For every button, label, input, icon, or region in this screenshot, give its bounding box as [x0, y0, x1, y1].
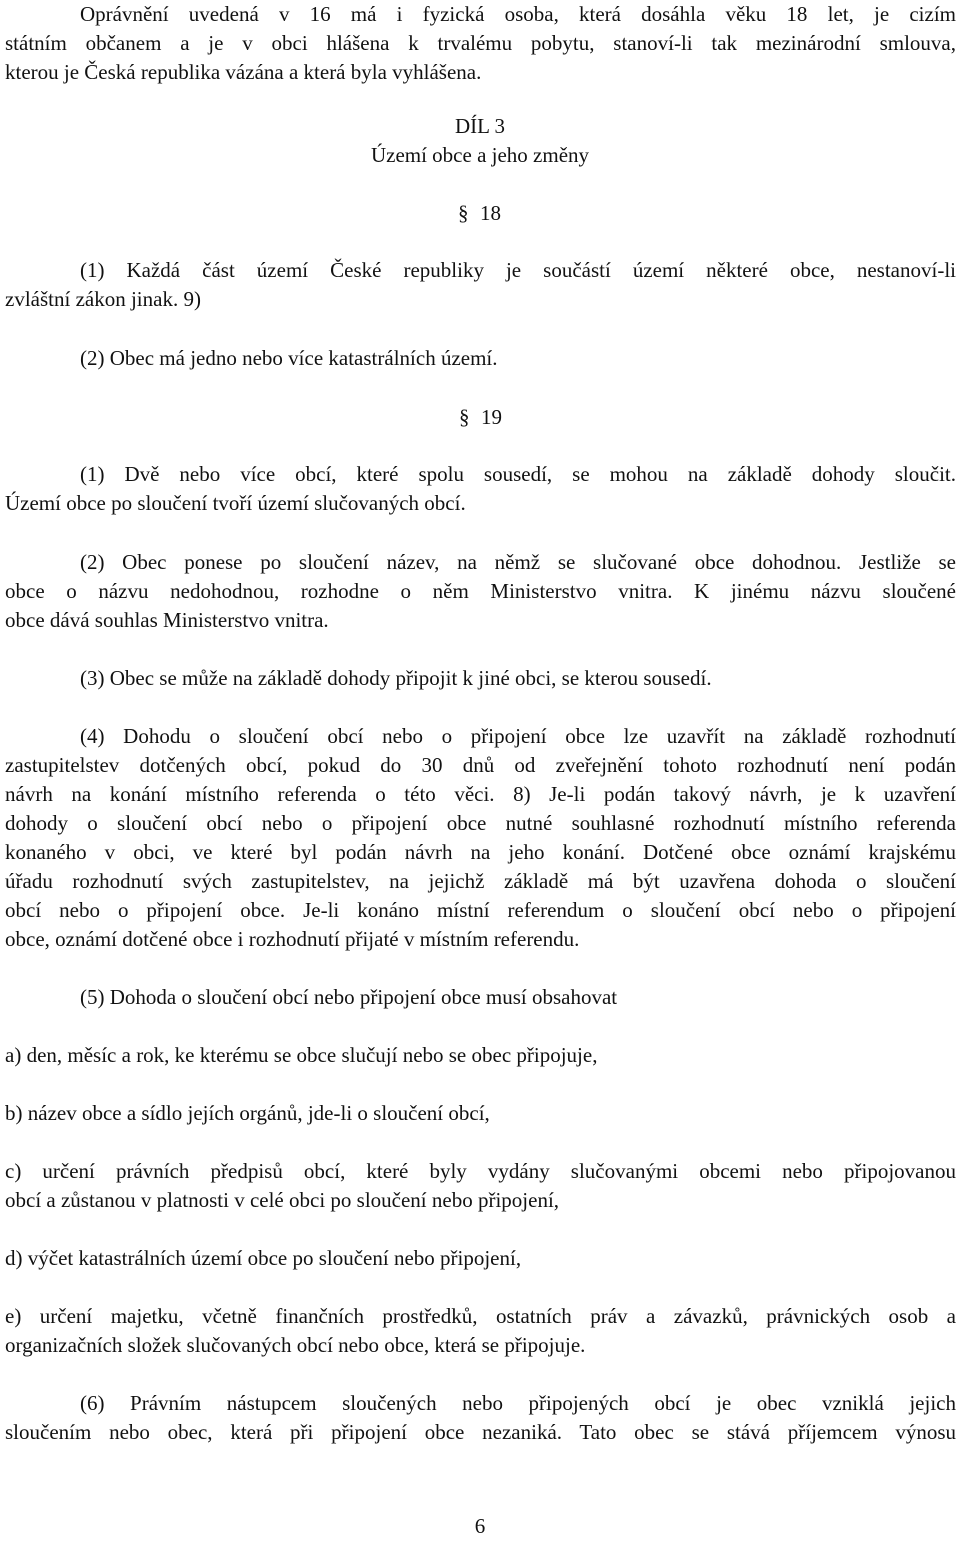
section-18-number: 18	[480, 201, 501, 225]
s19-item-e-line-1: e) určení majetku, včetně finančních prostředků, ostatních práv a závazků, právnických osob a	[5, 1304, 956, 1328]
s18-p2: (2) Obec má jedno nebo více katastrálních území.	[80, 346, 498, 370]
part-title: DÍL 3	[455, 114, 505, 138]
section-19-number: 19	[481, 405, 502, 429]
intro-line-1: Oprávnění uvedená v 16 má i fyzická osoba, která dosáhla věku 18 let, je cizím	[80, 2, 956, 26]
s19-p2-line-1: (2) Obec ponese po sloučení název, na němž se slučované obce dohodnou. Jestliže se	[80, 550, 956, 574]
s19-item-c-line-2: obcí a zůstanou v platnosti v celé obci po sloučení nebo připojení,	[5, 1188, 560, 1212]
s19-p6-line-1: (6) Právním nástupcem sloučených nebo připojených obcí je obec vzniklá jejich	[80, 1391, 956, 1415]
part-subtitle: Území obce a jeho změny	[370, 143, 590, 167]
page-number: 6	[474, 1514, 486, 1538]
s19-item-c-line-1: c) určení právních předpisů obcí, které byly vydány slučovanými obcemi nebo připojovanou	[5, 1159, 956, 1183]
s19-p2-line-2: obce o názvu nedohodnou, rozhodne o něm Ministerstvo vnitra. K jinému názvu sloučené	[5, 579, 956, 603]
s19-p4-line-3: návrh na konání místního referenda o této věci. 8) Je-li podán takový návrh, je k uzavření	[5, 782, 956, 806]
s19-item-b: b) název obce a sídlo jejích orgánů, jde-li o sloučení obcí,	[5, 1101, 490, 1125]
s19-p4-line-7: obcí nebo o připojení obce. Je-li konáno místní referendum o sloučení obcí nebo o připojení	[5, 898, 956, 922]
s19-p3: (3) Obec se může na základě dohody připojit k jiné obci, se kterou sousedí.	[80, 666, 712, 690]
section-18-sign: §	[458, 201, 469, 225]
s19-item-d: d) výčet katastrálních území obce po sloučení nebo připojení,	[5, 1246, 522, 1270]
s19-item-a: a) den, měsíc a rok, ke kterému se obce slučují nebo se obec připojuje,	[5, 1043, 598, 1067]
s19-p2-line-3: obce dává souhlas Ministerstvo vnitra.	[5, 608, 329, 632]
s19-p4-line-1: (4) Dohodu o sloučení obcí nebo o připojení obce lze uzavřít na základě rozhodnutí	[80, 724, 956, 748]
s19-p4-line-6: úřadu rozhodnutí svých zastupitelstev, na jejichž základě má být uzavřena dohoda o sloučení	[5, 869, 956, 893]
s19-p5: (5) Dohoda o sloučení obcí nebo připojení obce musí obsahovat	[80, 985, 618, 1009]
s19-p4-line-8: obce, oznámí dotčené obce i rozhodnutí přijaté v místním referendu.	[5, 927, 580, 951]
intro-line-2: státním občanem a je v obci hlášena k trvalému pobytu, stanoví-li tak mezinárodní smlouva,	[5, 31, 956, 55]
s19-p4-line-5: konaného v obci, ve které byl podán návrh na jeho konání. Dotčené obce oznámí krajskému	[5, 840, 956, 864]
s18-p1-line-2: zvláštní zákon jinak. 9)	[5, 287, 201, 311]
s18-p1-line-1: (1) Každá část území České republiky je součástí území některé obce, nestanoví-li	[80, 258, 956, 282]
intro-line-3: kterou je Česká republika vázána a která byla vyhlášena.	[5, 60, 482, 84]
s19-p4-line-4: dohody o sloučení obcí nebo o připojení obce nutné souhlasné rozhodnutí místního referenda	[5, 811, 956, 835]
s19-p4-line-2: zastupitelstev dotčených obcí, pokud do 30 dnů od zveřejnění tohoto rozhodnutí není podán	[5, 753, 956, 777]
s19-p1-line-2: Území obce po sloučení tvoří území slučovaných obcí.	[5, 491, 466, 515]
s19-item-e-line-2: organizačních složek slučovaných obcí nebo obce, která se připojuje.	[5, 1333, 586, 1357]
section-19-sign: §	[459, 405, 470, 429]
s19-p6-line-2: sloučením nebo obec, která při připojení obce nezaniká. Tato obec se stává příjemcem výnosu	[5, 1420, 956, 1444]
s19-p1-line-1: (1) Dvě nebo více obcí, které spolu sousedí, se mohou na základě dohody sloučit.	[80, 462, 956, 486]
